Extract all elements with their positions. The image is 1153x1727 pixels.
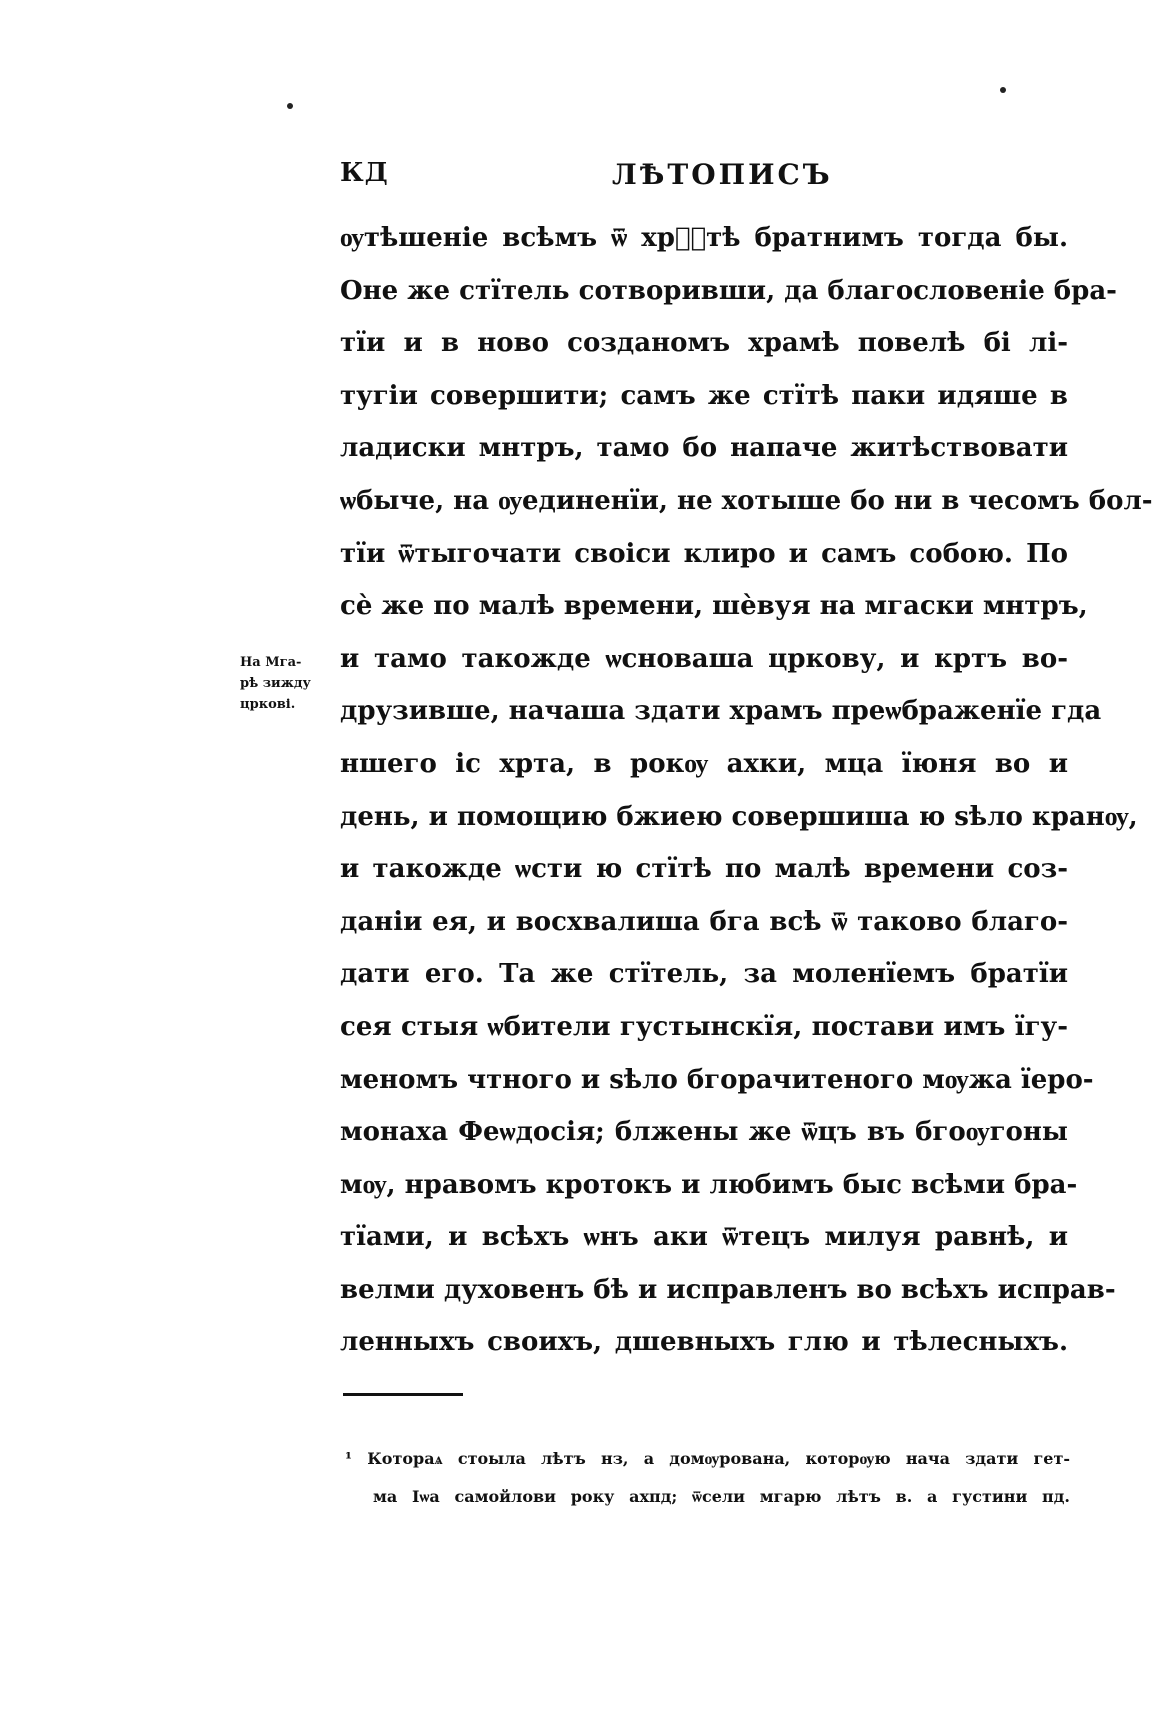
text-line: ншего іс хрта, в рокѹ ахки, мца їюня во и: [340, 748, 1068, 779]
text-line: тїи и в ново созданомъ храмѣ повелѣ бі лі-: [340, 328, 1068, 359]
margin-note: [240, 652, 336, 715]
body-text: [340, 212, 1153, 1369]
margin-note-line: цркові.: [240, 697, 296, 712]
text-line: даніи ея, и восхвалиша бга всѣ ѿ таково благо-: [340, 906, 1068, 937]
text-line: монаха Феѡдосія; блжены же ѿцъ въ бгоѹгоны: [340, 1117, 1068, 1148]
text-line: тїи ѿтыгочати своіси клиро и самъ собою. По: [340, 538, 1068, 569]
footnote-line: ¹ Котораѧ стоыла лѣтъ нз, а домѹрована, которѹю нача здати гет-: [345, 1449, 1070, 1468]
text-line: дати его. Та же стїтель, за моленїемъ братїи: [340, 959, 1068, 990]
text-line: ладиски мнтръ, тамо бо напаче житѣствовати: [340, 433, 1068, 464]
text-line: сея стыя ѡбители густынскїя, постави имъ їгу-: [340, 1011, 1068, 1042]
text-line: тїами, и всѣхъ ѡнъ аки ѿтецъ милуя равнѣ, и: [340, 1222, 1068, 1253]
text-line: ленныхъ своихъ, дшевныхъ глю и тѣлесныхъ.: [340, 1327, 1068, 1358]
running-head: [340, 158, 1068, 198]
text-line: друзивше, начаша здати храмъ преѡбраженїе гда: [340, 696, 1102, 727]
page-number: КД: [340, 158, 389, 188]
text-line: день, и помощию бжиею совершиша ю ѕѣло кранѹ,: [340, 801, 1138, 832]
text-line: ѹтѣшеніе всѣмъ ѿ хрⷭ҇тѣ братнимъ тогда бы.: [340, 223, 1068, 253]
speck: [1000, 87, 1006, 93]
margin-note-line: На Мга-: [240, 655, 302, 670]
text-line: мѹ, нравомъ кротокъ и любимъ быс всѣми бра-: [340, 1169, 1078, 1200]
text-line: меномъ чтного и ѕѣло бгорачитеного мѹжа їеро-: [340, 1064, 1094, 1095]
footnotes: [345, 1440, 1070, 1516]
text-line: Оне же стїтель сотворивши, да благословеніе бра-: [340, 275, 1117, 306]
text-line: велми духовенъ бѣ и исправленъ во всѣхъ исправ-: [340, 1274, 1116, 1305]
text-line: и тамо такожде ѡсноваша цркову, и кртъ во-: [340, 643, 1068, 674]
text-line: сѐ же по малѣ времени, шѐвуя на мгаски мнтръ,: [340, 591, 1088, 622]
margin-note-line: рѣ зижду: [240, 676, 311, 691]
text-line: тугіи совершити; самъ же стїтѣ паки идяше в: [340, 380, 1068, 411]
text-line: ѡбыче, на ѹединенїи, не хотыше бо ни в чесомъ бол-: [340, 485, 1153, 516]
text-line: и такожде ѡсти ю стїтѣ по малѣ времени соз-: [340, 854, 1068, 885]
page-title: ЛѢТОПИСЪ: [612, 158, 833, 191]
speck: [287, 103, 293, 109]
footnote-divider: [343, 1393, 463, 1396]
footnote-line: ма Іѡа самойлови року ахпд; ѿсели мгарю лѣтъ в. а густини пд.: [373, 1487, 1070, 1506]
